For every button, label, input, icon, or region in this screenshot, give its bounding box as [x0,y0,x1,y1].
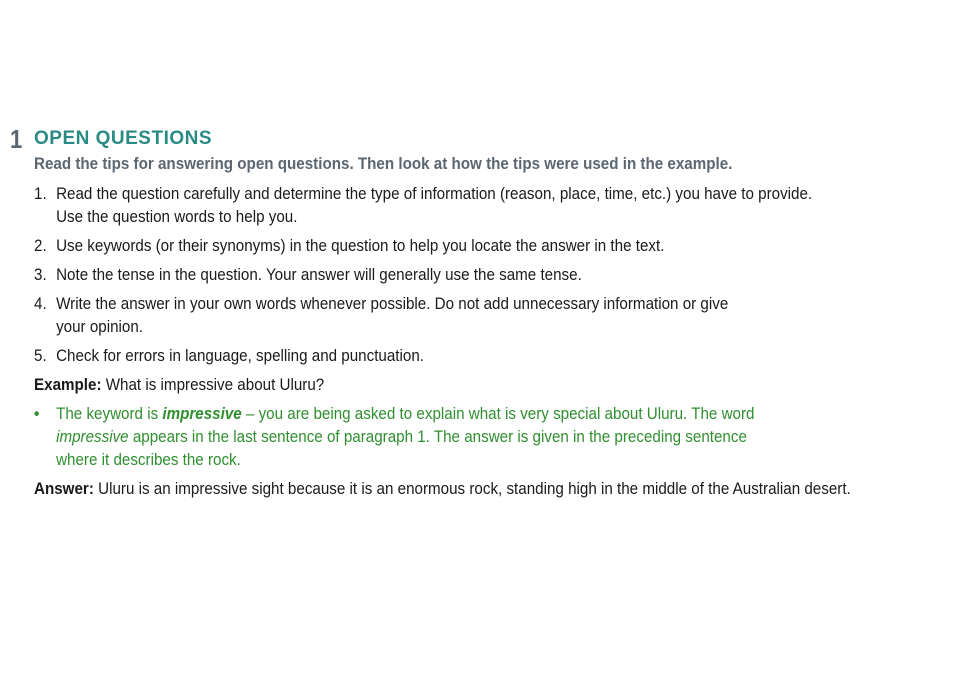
note-line-3: where it describes the rock. [56,451,241,469]
tip-item [34,235,812,258]
keyword-highlight: impressive [162,405,242,423]
example-line [34,374,324,397]
keyword-italic: impressive [56,428,129,446]
tip-item [34,264,812,287]
tip-number: 5. [34,347,47,365]
tip-number: 4. [34,295,47,313]
note-line-2 [56,426,754,449]
answer-text: Uluru is an impressive sight because it is an enormous rock, standing high in the middle of the Australian desert. [93,480,851,498]
tip-item [34,183,812,229]
note-text: – you are being asked to explain what is very special about Uluru. The word [241,405,755,423]
tip-number: 3. [34,266,47,284]
tip-text-line: Write the answer in your own words whenever possible. Do not add unnecessary information or give [56,295,729,313]
answer-label: Answer: [34,480,94,498]
note-line-1 [56,403,754,426]
tip-number: 2. [34,237,47,255]
tip-text-line: Read the question carefully and determine the type of information (reason, place, time, etc.) you have to provide. [56,185,813,203]
section-intro: Read the tips for answering open questions. Then look at how the tips were used in the example. [34,155,733,173]
section-title: OPEN QUESTIONS [34,128,213,149]
example-note [34,403,754,472]
tip-text-line: your opinion. [56,318,144,336]
tip-text-line: Check for errors in language, spelling and punctuation. [56,347,425,365]
tips-list [34,183,880,374]
tip-text-line: Use the question words to help you. [56,208,298,226]
note-text: appears in the last sentence of paragraph 1. The answer is given in the preceding sentence [128,428,747,446]
answer-line [34,478,851,501]
example-label: Example: [34,376,102,394]
example-question: What is impressive about Uluru? [101,376,325,394]
bullet-icon: • [34,405,40,423]
tip-number: 1. [34,185,47,203]
tip-item [34,345,812,368]
tip-text-line: Use keywords (or their synonyms) in the question to help you locate the answer in the text. [56,237,665,255]
section-number: 1 [10,124,23,154]
note-text: The keyword is [56,405,163,423]
tip-item [34,293,812,339]
tip-text-line: Note the tense in the question. Your answer will generally use the same tense. [56,266,582,284]
